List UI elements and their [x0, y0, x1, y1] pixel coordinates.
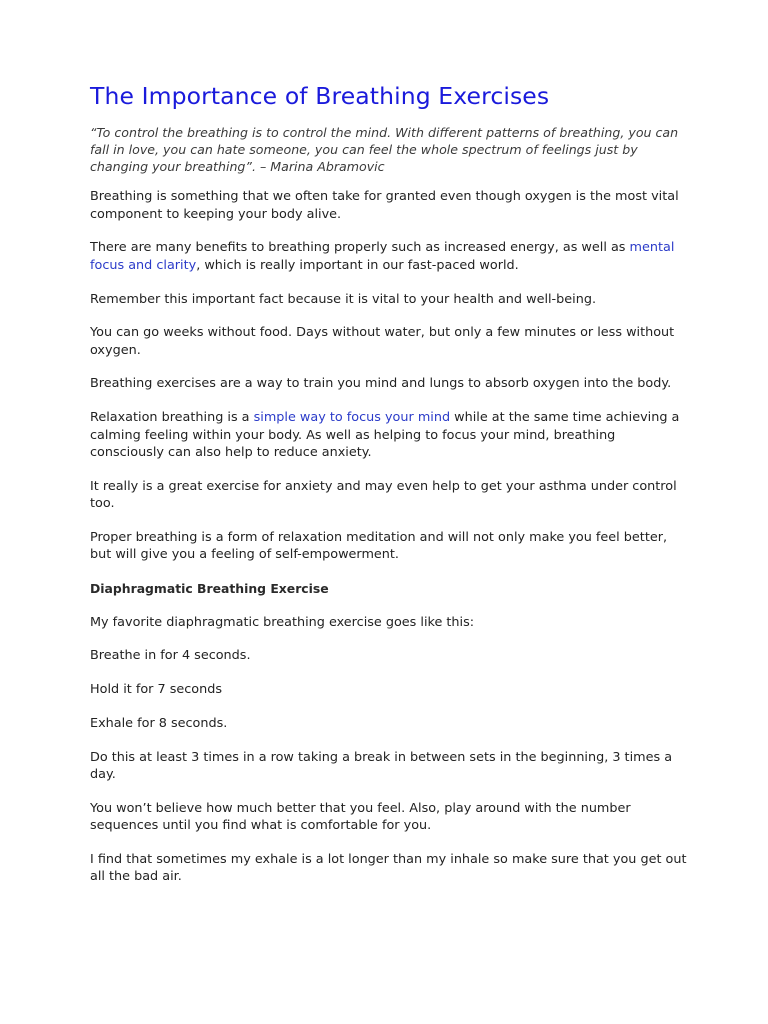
paragraph-10: Breathe in for 4 seconds. [90, 648, 251, 664]
section-heading: Diaphragmatic Breathing Exercise [90, 580, 329, 596]
paragraph-2 [90, 239, 690, 274]
paragraph-15: I find that sometimes my exhale is a lot longer than my inhale so make sure that you get out all the bad air. [90, 852, 687, 885]
paragraph-6 [90, 409, 690, 461]
paragraph-2-text-after: , which is really important in our fast-paced world. [196, 257, 519, 273]
mental-focus-link[interactable]: mental focus and clarity [90, 240, 675, 273]
paragraph-11: Hold it for 7 seconds [90, 682, 223, 698]
focus-mind-link[interactable]: simple way to focus your mind [253, 410, 451, 426]
paragraph-13: Do this at least 3 times in a row taking a break in between sets in the beginning, 3 times a day. [90, 749, 673, 783]
paragraph-3: Remember this important fact because it is vital to your health and well-being. [90, 291, 597, 307]
paragraph-5: Breathing exercises are a way to train you mind and lungs to absorb oxygen into the body. [90, 376, 672, 392]
paragraph-4: You can go weeks without food. Days without water, but only a few minutes or less without oxygen. [90, 325, 675, 358]
paragraph-2-text-before: There are many benefits to breathing properly such as increased energy, as well as [90, 240, 630, 256]
page-title: The Importance of Breathing Exercises [90, 82, 550, 110]
opening-quote: “To control the breathing is to control the mind. With different patterns of breathing, you can fall in love, you can hate someone, you can feel the whole spectrum of feelings just by changing your breathing”. – Marina Abramovic [90, 125, 679, 174]
document-body [90, 80, 690, 902]
paragraph-6-text-before: Relaxation breathing is a [90, 410, 254, 426]
paragraph-1: Breathing is something that we often take for granted even though oxygen is the most vital component to keeping your body alive. [90, 189, 679, 222]
paragraph-14: You won’t believe how much better that you feel. Also, play around with the number sequences until you find what is comfortable for you. [90, 800, 631, 834]
paragraph-12: Exhale for 8 seconds. [90, 716, 228, 732]
paragraph-8: Proper breathing is a form of relaxation meditation and will not only make you feel better, but will give you a feeling of self-empowerment. [90, 529, 668, 563]
paragraph-7: It really is a great exercise for anxiety and may even help to get your asthma under control too. [90, 478, 677, 511]
paragraph-9: My favorite diaphragmatic breathing exercise goes like this: [90, 614, 475, 630]
paragraph-6-text-after: while at the same time achieving a calming feeling within your body. As well as helping to focus your mind, breathing consciously can also help to reduce anxiety. [90, 410, 680, 460]
